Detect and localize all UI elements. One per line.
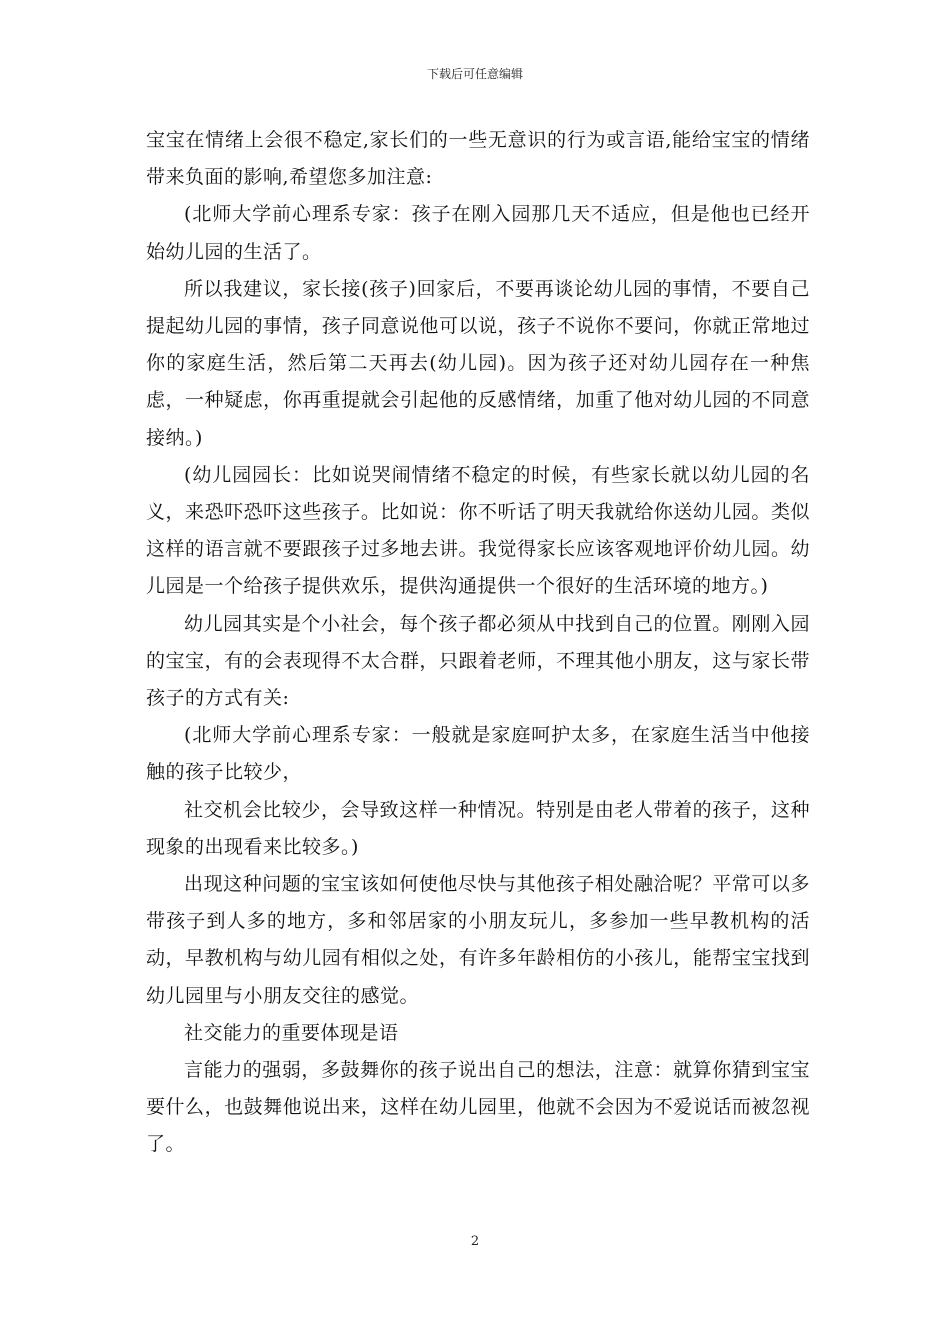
document-body — [146, 122, 810, 1164]
paragraph-8: 出现这种问题的宝宝该如何使他尽快与其他孩子相处融洽呢？平常可以多带孩子到人多的地方，多和邻居家的小朋友玩儿，多参加一些早教机构的活动，早教机构与幼儿园有相似之处，有许多年龄相仿的小孩儿，能帮宝宝找到幼儿园里与小朋友交往的感觉。 — [146, 873, 810, 1007]
paragraph-9: 社交能力的重要体现是语 — [184, 1021, 399, 1044]
paragraph-6: (北师大学前心理系专家：一般就是家庭呵护太多，在家庭生活当中他接触的孩子比较少， — [146, 724, 810, 784]
paragraph-7: 社交机会比较少，会导致这样一种情况。特别是由老人带着的孩子，这种现象的出现看来比较多。) — [146, 798, 810, 858]
paragraph-10: 言能力的强弱，多鼓舞你的孩子说出自己的想法，注意：就算你猜到宝宝要什么，也鼓舞他说出来，这样在幼儿园里，他就不会因为不爱说话而被忽视了。 — [146, 1059, 810, 1156]
paragraph-5: 幼儿园其实是个小社会，每个孩子都必须从中找到自己的位置。刚刚入园的宝宝，有的会表现得不太合群，只跟着老师，不理其他小朋友，这与家长带孩子的方式有关: — [146, 612, 810, 710]
page-header: 下载后可任意编辑 — [426, 67, 523, 81]
paragraph-4: (幼儿园园长：比如说哭闹情绪不稳定的时候，有些家长就以幼儿园的名义，来恐吓恐吓这些孩子。比如说：你不听话了明天我就给你送幼儿园。类似这样的语言就不要跟孩子过多地去讲。我觉得家长应该客观地评价幼儿园。幼儿园是一个给孩子提供欢乐，提供沟通提供一个很好的生活环境的地方。) — [146, 463, 810, 598]
paragraph-3: 所以我建议，家长接(孩子)回家后，不要再谈论幼儿园的事情，不要自己提起幼儿园的事情，孩子同意说他可以说，孩子不说你不要问，你就正常地过你的家庭生活，然后第二天再去(幼儿园)。因为孩子还对幼儿园存在一种焦虑，一种疑虑，你再重提就会引起他的反感情绪，加重了他对幼儿园的不同意接纳。) — [146, 277, 810, 449]
paragraph-1: 宝宝在情绪上会很不稳定,家长们的一些无意识的行为或言语,能给宝宝的情绪带来负面的影响,希望您多加注意: — [146, 129, 810, 189]
paragraph-2: (北师大学前心理系专家：孩子在刚入园那几天不适应，但是他也已经开始幼儿园的生活了。 — [146, 203, 810, 263]
page-number: 2 — [470, 1234, 480, 1249]
